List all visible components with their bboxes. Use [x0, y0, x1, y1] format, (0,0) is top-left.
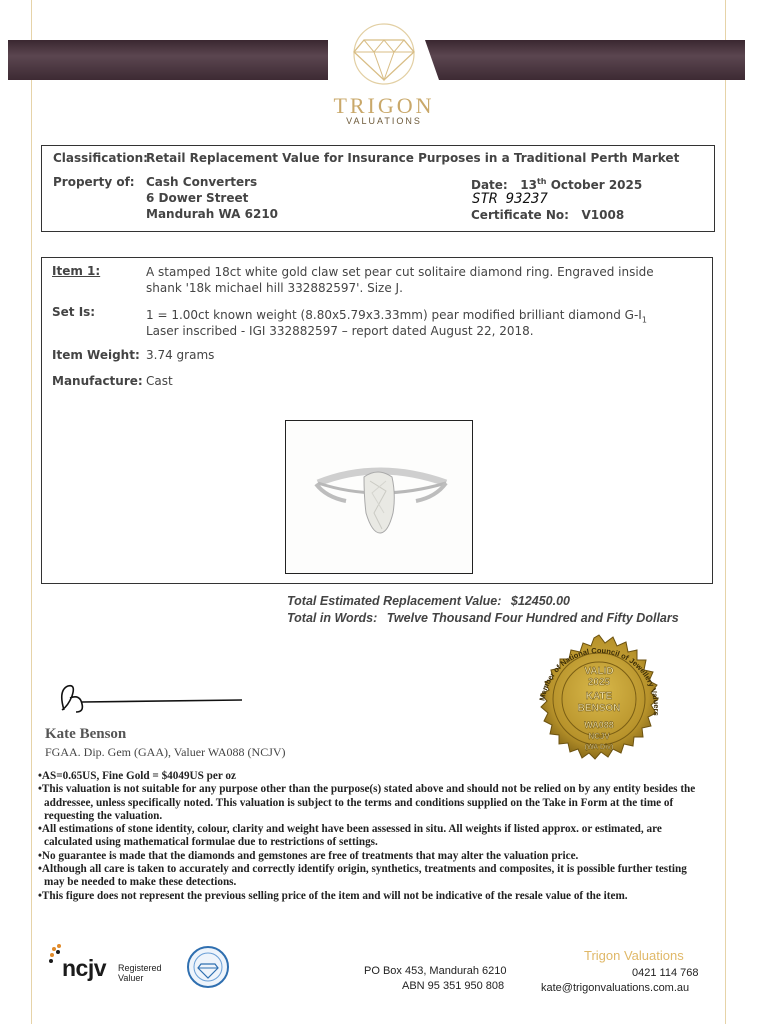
note-text: Although all care is taken to accurately and correctly identify origin, synthetics, treatments and composites, it is possible further testing may be needed to make these detections.: [41, 863, 687, 889]
note-item: •No guarantee is made that the diamonds and gemstones are free of treatments that may alter the valuation price.: [38, 849, 579, 862]
seal-line-1: VALID: [584, 666, 614, 677]
seal-ring-text: Member of National Council of Jewellery Valuers: [537, 645, 662, 717]
classification-label: Classification:: [53, 151, 148, 165]
total-value-line: [287, 594, 570, 608]
set-line-2: Laser inscribed - IGI 332882597 – report dated August 22, 2018.: [146, 324, 534, 338]
date-day: 13: [520, 178, 537, 192]
header-band-left: [8, 40, 328, 80]
note-text: AS=0.65US, Fine Gold = $4049US per oz: [41, 770, 236, 782]
note-item: •All estimations of stone identity, colour, clarity and weight have been assessed in situ. All weights if listed approx. or estimated, are calculated using mathematical formulae due to restrictions of settings.: [38, 823, 662, 849]
valuation-notes: [38, 770, 698, 903]
manufacture-label: Manufacture:: [52, 374, 143, 388]
ring-image: [286, 421, 472, 573]
property-line-3: Mandurah WA 6210: [146, 207, 279, 221]
weight-value: 3.74 grams: [146, 348, 215, 362]
total-words-line: [287, 611, 679, 625]
total-words-label: Total in Words:: [287, 611, 378, 625]
seal-line-7: (WA Div): [584, 744, 614, 751]
page-edge: [725, 0, 726, 1024]
gemmology-badge-icon: [186, 945, 230, 989]
manufacture-value: Cast: [146, 374, 173, 388]
certificate-field: [471, 208, 624, 222]
date-suffix: th: [536, 177, 547, 186]
ncjv-seal: [516, 633, 682, 783]
ncjv-sub-line-2: Valuer: [118, 973, 144, 983]
set-label: Set Is:: [52, 305, 96, 319]
seal-line-4: BENSON: [577, 703, 621, 714]
footer-abn: ABN 95 351 950 808: [402, 980, 505, 992]
seal-line-5: WA088: [584, 720, 614, 730]
diamond-logo-icon: [330, 18, 438, 88]
footer-company: Trigon Valuations: [584, 948, 684, 963]
property-line-2: 6 Dower Street: [146, 191, 249, 205]
note-item: •AS=0.65US, Fine Gold = $4049US per oz: [38, 770, 236, 782]
seal-line-6: NCJV: [588, 732, 610, 741]
header-band-right: [425, 40, 745, 80]
property-line-1: Cash Converters: [146, 175, 258, 189]
ncjv-wordmark: ncjv: [62, 955, 107, 981]
note-item: •This valuation is not suitable for any purpose other than the purpose(s) stated above and should not be relied on by any entity besides the addressee, unless specifically noted. This valuation is subject to the terms and conditions supplied on the Take in Form at the time of requesting the valuation.: [38, 783, 696, 822]
note-text: This valuation is not suitable for any purpose other than the purpose(s) stated above and should not be relied on by any entity besides the addressee, unless specifically noted. This valuation is subject to the terms and conditions supplied on the Take in Form at the time of requesting the valuation.: [41, 783, 696, 822]
header-details-box: [41, 145, 715, 232]
ncjv-subtitle: [118, 963, 162, 983]
footer-email: kate@trigonvaluations.com.au: [541, 982, 690, 994]
valuer-qualifications: FGAA. Dip. Gem (GAA), Valuer WA088 (NCJV): [45, 745, 286, 759]
date-field: [471, 177, 642, 192]
note-item: •This figure does not represent the previous selling price of the item and will not be indicative of the resale value of the item.: [38, 889, 628, 902]
certificate-number: V1008: [581, 208, 625, 222]
date-label: Date:: [471, 178, 508, 192]
note-item: •Although all care is taken to accurately and correctly identify origin, synthetics, treatments and composites, it is possible further testing may be needed to make these detections.: [38, 863, 687, 889]
seal-line-2: 2025: [587, 677, 611, 688]
page-edge: [31, 0, 32, 1024]
total-value-amount: $12450.00: [510, 594, 570, 608]
brand-subtitle: VALUATIONS: [346, 116, 422, 126]
signature: [52, 680, 242, 720]
item-label: Item 1:: [52, 264, 101, 278]
total-words-value: Twelve Thousand Four Hundred and Fifty Dollars: [386, 611, 679, 625]
total-value-label: Total Estimated Replacement Value:: [287, 594, 502, 608]
footer-po-box: PO Box 453, Mandurah 6210: [364, 965, 507, 977]
valuer-name: Kate Benson: [45, 726, 127, 742]
note-text: This figure does not represent the previous selling price of the item and will not be indicative of the resale value of the item.: [41, 889, 628, 902]
item-description: A stamped 18ct white gold claw set pear cut solitaire diamond ring. Engraved inside shank '18k michael hill 332882597'. Size J.: [146, 265, 654, 295]
note-text: No guarantee is made that the diamonds and gemstones are free of treatments that may alter the valuation price.: [41, 849, 579, 862]
set-line-1: [146, 308, 647, 324]
ncjv-sub-line-1: Registered: [118, 963, 162, 973]
seal-line-3: KATE: [585, 691, 613, 702]
item-photo: [285, 420, 473, 574]
brand-name: TRIGON: [333, 93, 435, 118]
set-line-1-text: 1 = 1.00ct known weight (8.80x5.79x3.33mm) pear modified brilliant diamond G-I: [146, 308, 642, 322]
handwritten-reference: STR 93237: [472, 191, 548, 207]
footer-phone: 0421 114 768: [632, 967, 699, 979]
weight-label: Item Weight:: [52, 348, 140, 362]
certificate-label: Certificate No:: [471, 208, 569, 222]
date-rest: October 2025: [550, 178, 643, 192]
property-label: Property of:: [53, 175, 135, 189]
note-text: All estimations of stone identity, colour, clarity and weight have been assessed in situ. All weights if listed approx. or estimated, are calculated using mathematical formulae due to restrictions of settings.: [41, 823, 662, 849]
set-line-1-subscript: 1: [641, 315, 647, 325]
classification-value: Retail Replacement Value for Insurance Purposes in a Traditional Perth Market: [146, 151, 680, 165]
